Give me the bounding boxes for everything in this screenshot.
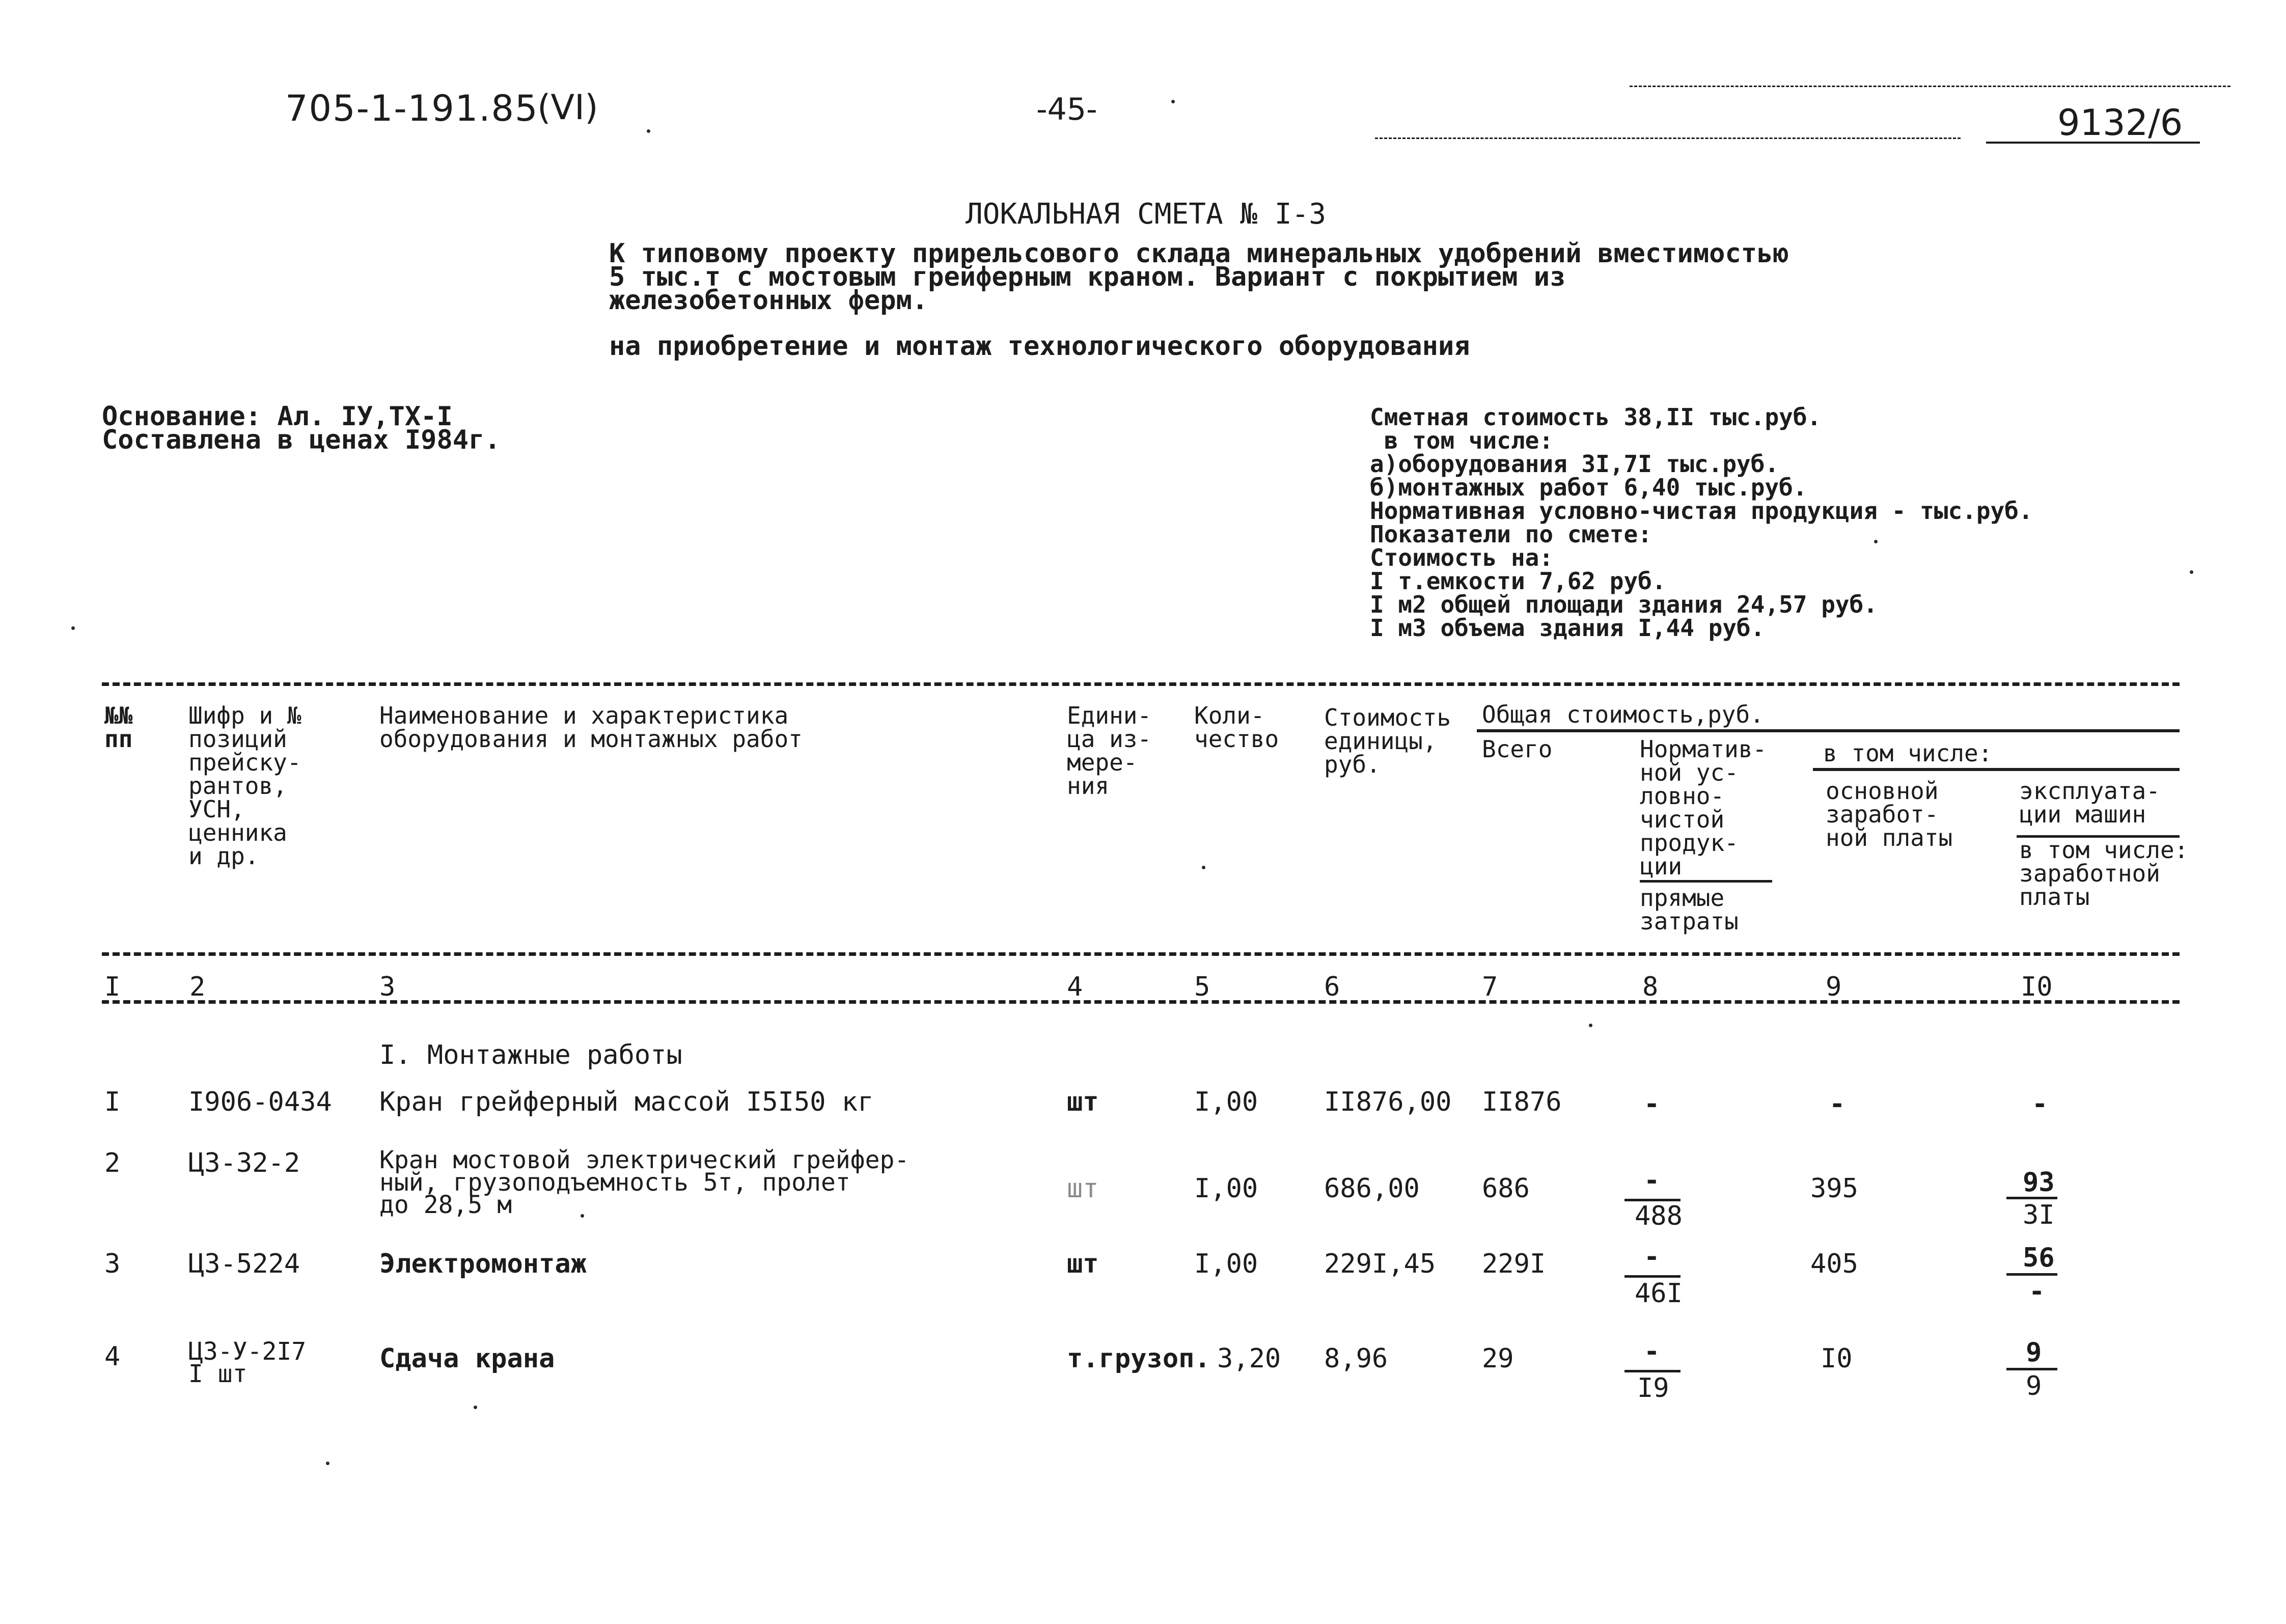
scan-speck: [1171, 100, 1175, 103]
header-item-name: Наименование и характеристика оборудования и монтажных работ: [379, 702, 803, 753]
cost-summary-line-1: Сметная стоимость 38,II тыс.руб.: [1370, 403, 1822, 431]
column-number-6: 6: [1324, 972, 1340, 1002]
scan-speck: [71, 626, 75, 630]
row-4-net-output: -: [1644, 1336, 1660, 1367]
header-unit-cost: Стоимость единицы, руб.: [1324, 704, 1451, 778]
cost-summary-line-4: б)монтажных работ 6,40 тыс.руб.: [1370, 474, 1807, 501]
row-4-unit-cost: 8,96: [1324, 1343, 1388, 1374]
row-4-machine-fraction-line: [2006, 1368, 2057, 1370]
row-3-code: Ц3-5224: [188, 1249, 300, 1279]
header-total-group: Общая стоимость,руб.: [1482, 701, 1764, 728]
row-1-name: Кран грейферный массой I5I50 кг: [379, 1087, 874, 1117]
column-number-9: 9: [1826, 972, 1842, 1002]
header-dashed-rule-top: [1630, 86, 2230, 87]
row-4-quantity: 3,20: [1217, 1343, 1281, 1374]
cost-summary-line-6: Показатели по смете:: [1370, 520, 1652, 548]
estimate-subtitle-line-1: К типовому проекту прирельсового склада минеральных удобрений вместимостью: [609, 238, 1789, 269]
row-2-net-output: -: [1644, 1165, 1660, 1196]
column-number-5: 5: [1194, 972, 1210, 1002]
column-number-3: 3: [379, 972, 396, 1002]
row-4-machine-wages: 9: [2026, 1371, 2042, 1401]
row-3-machine-operation: 56: [2023, 1243, 2055, 1273]
column-number-4: 4: [1067, 972, 1083, 1002]
row-3-quantity: I,00: [1194, 1249, 1258, 1279]
header-net-output: Норматив- ной ус- ловно- чистой продук- ции: [1640, 735, 1767, 880]
header-incl-group: в том числе:: [1823, 739, 1993, 767]
row-2-machine-operation: 93: [2023, 1167, 2055, 1198]
document-code: 705-1-191.85: [285, 88, 539, 129]
row-2-total: 686: [1482, 1173, 1530, 1204]
column-number-10: I0: [2021, 972, 2053, 1002]
row-1-number: I: [104, 1087, 121, 1117]
scan-speck: [2190, 570, 2193, 574]
row-3-unit: шт: [1067, 1249, 1099, 1279]
header-machine-wages: в том числе: заработной платы: [2019, 836, 2189, 911]
cost-summary-line-2: в том числе:: [1370, 427, 1554, 454]
scan-speck: [326, 1462, 329, 1465]
row-3-machine-fraction-line: [2006, 1273, 2057, 1276]
column-number-8: 8: [1642, 972, 1659, 1002]
row-1-total: II876: [1482, 1087, 1562, 1117]
scan-speck: [1874, 540, 1878, 543]
section-title: I. Монтажные работы: [379, 1040, 682, 1070]
inventory-number: 9132/6: [2057, 102, 2183, 144]
row-3-base-wages: 405: [1810, 1249, 1858, 1279]
row-2-quantity: I,00: [1194, 1173, 1258, 1204]
row-3-name: Электромонтаж: [379, 1249, 587, 1279]
scan-speck: [647, 129, 650, 133]
table-header-bottom-rule: [102, 952, 2180, 956]
row-2-unit-cost: 686,00: [1324, 1173, 1420, 1204]
row-3-number: 3: [104, 1249, 121, 1279]
row-4-machine-operation: 9: [2026, 1337, 2042, 1368]
row-1-code: I906-0434: [188, 1087, 332, 1117]
estimate-title: ЛОКАЛЬНАЯ СМЕТА № I-3: [965, 198, 1326, 231]
row-2-code: Ц3-32-2: [188, 1148, 300, 1178]
estimate-purpose: на приобретение и монтаж технологического оборудования: [609, 331, 1470, 362]
column-numbers-rule: [102, 1000, 2180, 1004]
header-base-wages: основной заработ- ной платы: [1826, 777, 1953, 851]
estimate-basis-line-1: Основание: Ал. IУ,ТХ-I: [102, 401, 453, 432]
header-dashed-rule: [1375, 137, 1961, 139]
column-number-2: 2: [189, 972, 206, 1002]
header-price-code: Шифр и № позиций прейску- рантов, УСН, ценника и др.: [188, 702, 301, 870]
scan-speck: [581, 1214, 584, 1218]
estimate-basis-line-2: Составлена в ценах I984г.: [102, 425, 501, 455]
header-unit: Едини- ца из- мере- ния: [1067, 702, 1152, 800]
row-3-net-output: -: [1644, 1242, 1660, 1272]
row-2-machine-fraction-line: [2006, 1197, 2057, 1199]
column-number-7: 7: [1482, 972, 1498, 1002]
row-2-unit: шт: [1067, 1173, 1099, 1204]
row-1-base-wages: -: [1829, 1089, 1846, 1119]
row-2-name: Кран мостовой электрический грейфер- ный, грузоподъемность 5т, пролет до 28,5 м: [379, 1146, 910, 1219]
header-row-number: №№ пп: [104, 702, 133, 753]
row-4-number: 4: [104, 1341, 121, 1372]
cost-summary-line-10: I м3 объема здания I,44 руб.: [1370, 614, 1765, 642]
row-4-total: 29: [1482, 1343, 1514, 1374]
row-4-unit: т.грузоп.: [1067, 1343, 1210, 1374]
cost-summary-line-8: I т.емкости 7,62 руб.: [1370, 567, 1666, 595]
row-3-machine-wages: -: [2029, 1276, 2045, 1307]
total-group-underline: [1477, 729, 2180, 732]
table-top-rule: [102, 682, 2180, 686]
column-number-1: I: [104, 972, 121, 1002]
scan-speck: [1202, 866, 1205, 869]
cost-summary-line-3: а)оборудования 3I,7I тыс.руб.: [1370, 450, 1779, 478]
row-1-unit: шт: [1067, 1087, 1099, 1117]
cost-summary-line-7: Стоимость на:: [1370, 544, 1554, 571]
header-machine-operation: эксплуата- ции машин: [2019, 777, 2160, 828]
row-1-net-output: -: [1644, 1089, 1660, 1119]
row-2-number: 2: [104, 1148, 121, 1178]
row-3-net-output-fraction-line: [1624, 1275, 1681, 1278]
header-total: Всего: [1482, 735, 1553, 763]
row-2-base-wages: 395: [1810, 1173, 1858, 1204]
scan-speck: [474, 1406, 477, 1409]
row-4-net-output-fraction-line: [1624, 1370, 1681, 1372]
row-4-code: Ц3-У-2I7 I шт: [188, 1337, 307, 1388]
page-number: -45-: [1036, 92, 1097, 127]
row-1-unit-cost: II876,00: [1324, 1087, 1452, 1117]
row-3-unit-cost: 229I,45: [1324, 1249, 1436, 1279]
cost-summary-line-9: I м2 общей площади здания 24,57 руб.: [1370, 591, 1878, 618]
estimate-subtitle-line-2: 5 тыс.т с мостовым грейферным краном. Вариант с покрытием из: [609, 262, 1566, 292]
row-1-machine-operation: -: [2032, 1089, 2048, 1119]
row-2-direct-costs: 488: [1635, 1201, 1683, 1231]
cost-summary-line-5: Нормативная условно-чистая продукция - тыс.руб.: [1370, 497, 2033, 525]
row-3-total: 229I: [1482, 1249, 1546, 1279]
album-number: (VI): [537, 88, 598, 128]
row-2-machine-wages: 3I: [2023, 1200, 2055, 1230]
header-direct-costs: прямые затраты: [1640, 884, 1739, 935]
row-3-direct-costs: 46I: [1635, 1278, 1683, 1309]
estimate-subtitle-line-3: железобетонных ферм.: [609, 285, 928, 316]
row-4-base-wages: I0: [1821, 1343, 1853, 1374]
incl-group-underline: [1813, 768, 2180, 771]
header-quantity: Коли- чество: [1194, 702, 1279, 753]
col8-divider: [1640, 880, 1772, 883]
row-4-direct-costs: I9: [1637, 1373, 1669, 1403]
row-4-name: Сдача крана: [379, 1343, 555, 1374]
row-1-quantity: I,00: [1194, 1087, 1258, 1117]
scan-speck: [1589, 1024, 1592, 1027]
inventory-underline: [1986, 142, 2200, 144]
